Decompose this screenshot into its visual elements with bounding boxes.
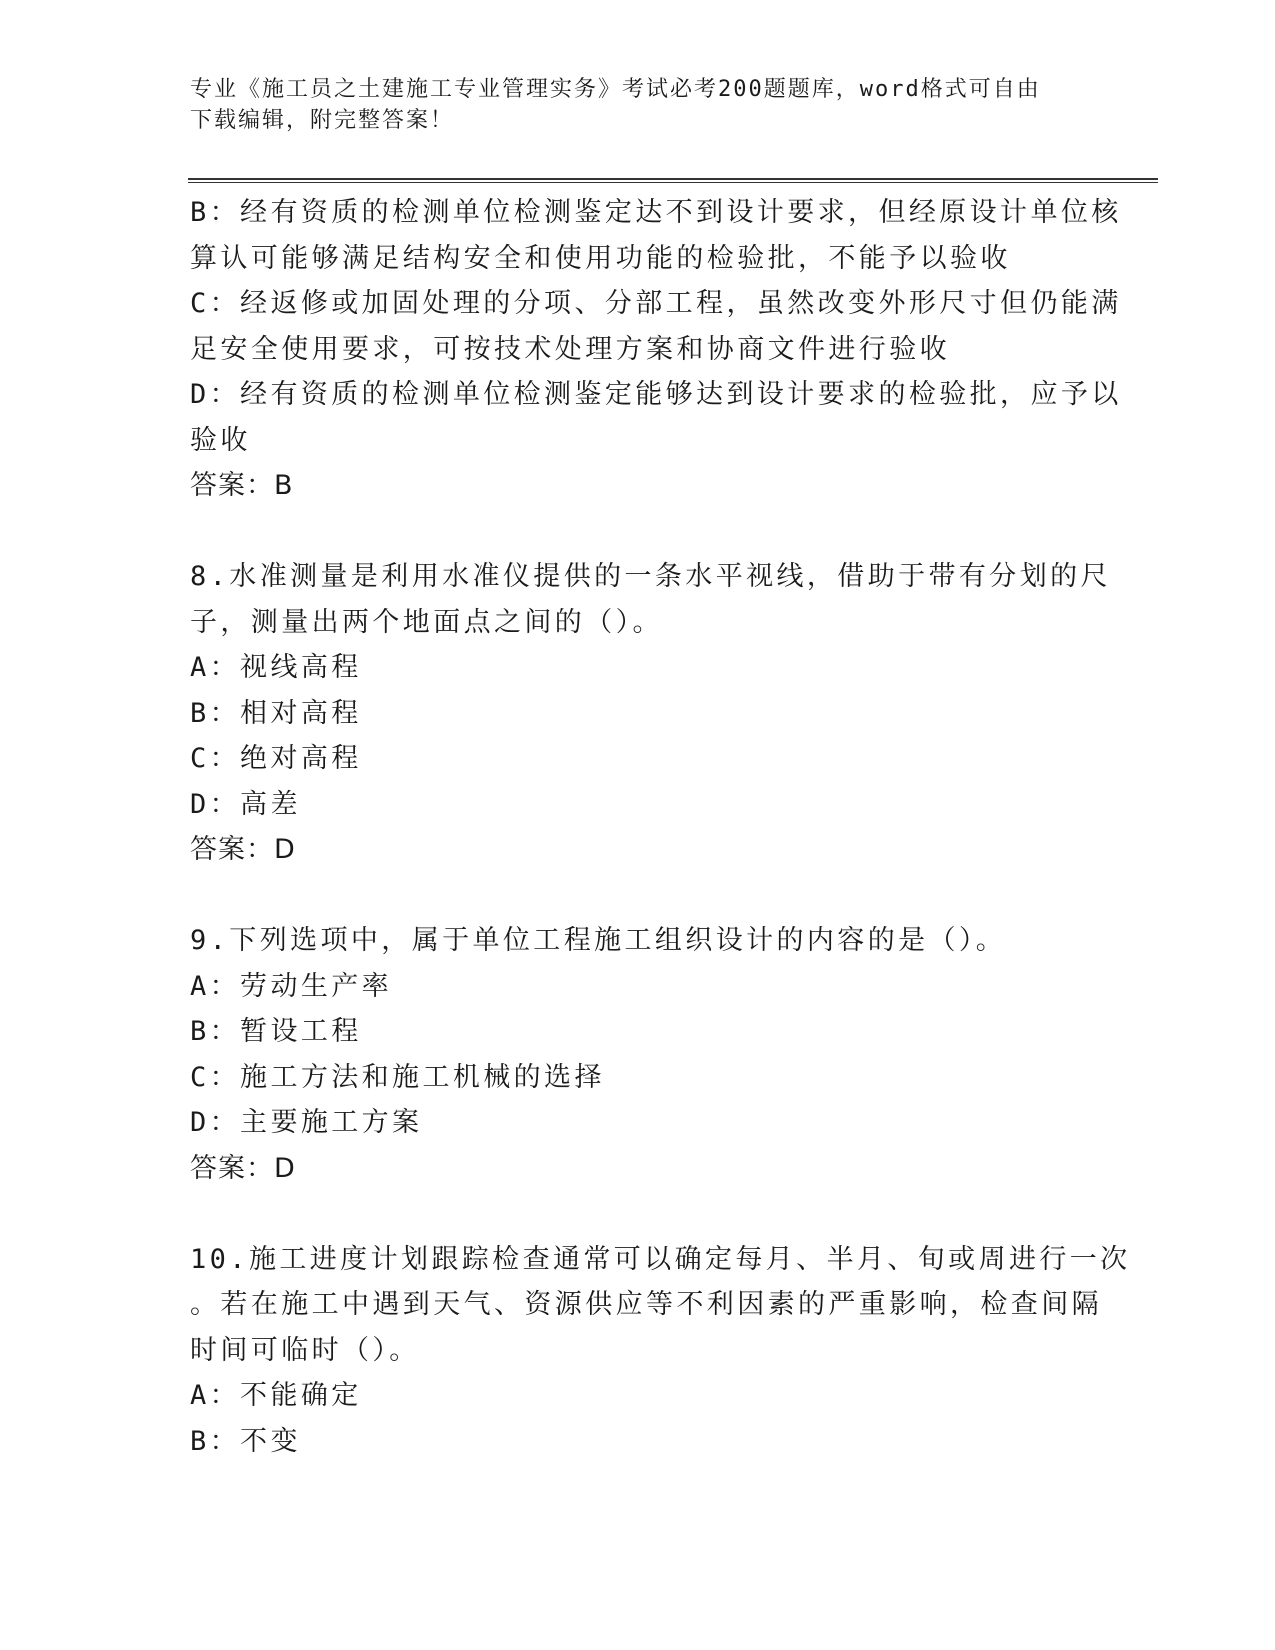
option-a: A：不能确定 <box>190 1380 362 1411</box>
answer-label: 答案：D <box>190 1152 296 1184</box>
option-d: D：高差 <box>190 788 301 820</box>
option-c-line-2: 足安全使用要求，可按技术处理方案和协商文件进行验收 <box>190 333 950 365</box>
question-10 <box>190 1237 1190 1465</box>
header-title-line-1: 专业《施工员之土建施工专业管理实务》考试必考200题题库，word格式可自由 <box>190 77 1041 102</box>
option-b: B：不变 <box>190 1425 301 1457</box>
spacer <box>190 1191 1190 1237</box>
question-9 <box>190 918 1190 1191</box>
spacer <box>190 509 1190 555</box>
answer-label: 答案：D <box>190 834 296 865</box>
option-c-line-1: C：经返修或加固处理的分项、分部工程，虽然改变外形尺寸但仍能满 <box>190 288 1122 319</box>
header-divider <box>188 178 1158 183</box>
question-stem-line-1: 10.施工进度计划跟踪检查通常可以确定每月、半月、旬或周进行一次 <box>190 1243 1131 1275</box>
question-list <box>190 190 1190 1464</box>
question-stem-line-2: 子，测量出两个地面点之间的（）。 <box>190 606 663 638</box>
option-a: A：视线高程 <box>190 652 362 683</box>
option-a: A：劳动生产率 <box>190 970 393 1002</box>
option-c: C：施工方法和施工机械的选择 <box>190 1061 605 1093</box>
option-d: D：主要施工方案 <box>190 1107 423 1138</box>
answer-label: 答案：B <box>190 470 294 501</box>
document-header <box>190 74 1090 136</box>
header-title-line-2: 下载编辑，附完整答案！ <box>190 108 455 133</box>
question-stem-line-2: 。若在施工中遇到天气、资源供应等不利因素的严重影响，检查间隔 <box>190 1289 1102 1320</box>
spacer <box>190 873 1190 919</box>
option-b-line-1: B：经有资质的检测单位检测鉴定达不到设计要求，但经原设计单位核 <box>190 197 1122 228</box>
question-stem-line-3: 时间可临时（）。 <box>190 1334 420 1366</box>
question-7-continued <box>190 190 1190 509</box>
option-c: C：绝对高程 <box>190 743 362 774</box>
question-stem-line-1: 9.下列选项中，属于单位工程施工组织设计的内容的是（）。 <box>190 925 1007 956</box>
option-d-line-2: 验收 <box>190 424 251 456</box>
question-stem-line-1: 8.水准测量是利用水准仪提供的一条水平视线，借助于带有分划的尺 <box>190 561 1111 592</box>
option-b: B：暂设工程 <box>190 1016 362 1047</box>
option-b: B：相对高程 <box>190 697 362 729</box>
option-d-line-1: D：经有资质的检测单位检测鉴定能够达到设计要求的检验批，应予以 <box>190 379 1122 410</box>
option-b-line-2: 算认可能够满足结构安全和使用功能的检验批，不能予以验收 <box>190 242 1011 274</box>
question-8 <box>190 554 1190 873</box>
